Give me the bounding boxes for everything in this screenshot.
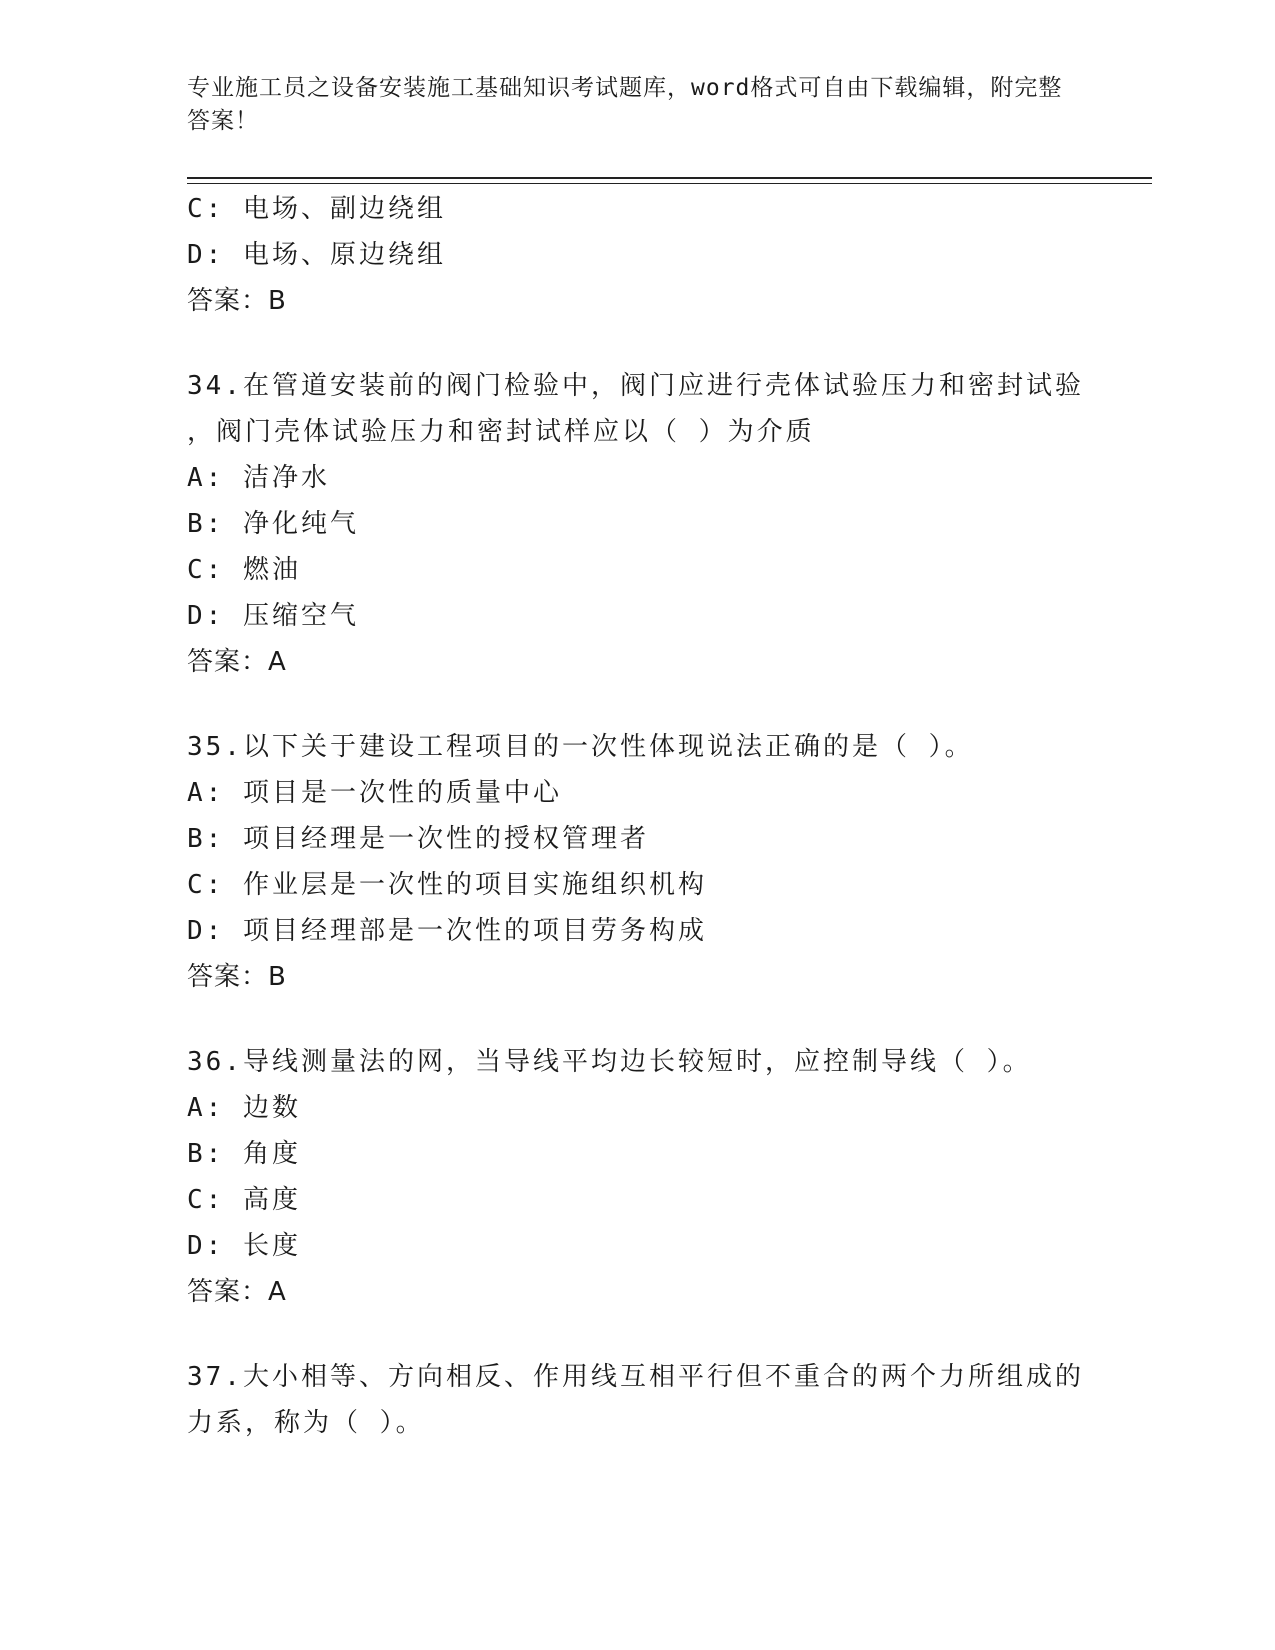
option-d: D: 长度 bbox=[187, 1231, 301, 1261]
question-stem: 34.在管道安装前的阀门检验中，阀门应进行壳体试验压力和密封试验 bbox=[187, 371, 1084, 401]
option-c: C: 作业层是一次性的项目实施组织机构 bbox=[187, 870, 707, 900]
option-a: A: 洁净水 bbox=[187, 463, 330, 493]
option-c: C: 燃油 bbox=[187, 555, 301, 585]
answer-line: 答案：A bbox=[187, 647, 287, 677]
question-37 bbox=[187, 1354, 1087, 1446]
option-a: A: 项目是一次性的质量中心 bbox=[187, 778, 562, 808]
option-c: C: 电场、副边绕组 bbox=[187, 194, 446, 224]
question-stem: 力系，称为（ ）。 bbox=[187, 1408, 425, 1438]
question-stem: 37.大小相等、方向相反、作用线互相平行但不重合的两个力所组成的 bbox=[187, 1362, 1084, 1392]
question-34 bbox=[187, 363, 1087, 685]
option-c: C: 高度 bbox=[187, 1185, 301, 1215]
answer-line: 答案：A bbox=[187, 1277, 287, 1307]
question-36 bbox=[187, 1039, 1087, 1315]
continued-question bbox=[187, 186, 1087, 324]
answer-line: 答案：B bbox=[187, 962, 287, 992]
answer-line: 答案：B bbox=[187, 286, 287, 316]
question-stem: ，阀门壳体试验压力和密封试样应以（ ）为介质 bbox=[187, 417, 815, 447]
option-b: B: 净化纯气 bbox=[187, 509, 359, 539]
question-content bbox=[187, 186, 1087, 1446]
option-b: B: 角度 bbox=[187, 1139, 301, 1169]
option-d: D: 电场、原边绕组 bbox=[187, 240, 446, 270]
header-divider-thin bbox=[187, 183, 1152, 184]
question-stem: 35.以下关于建设工程项目的一次性体现说法正确的是（ ）。 bbox=[187, 732, 974, 762]
option-d: D: 项目经理部是一次性的项目劳务构成 bbox=[187, 916, 707, 946]
document-header bbox=[187, 72, 1067, 138]
header-text: 专业施工员之设备安装施工基础知识考试题库，word格式可自由下载编辑，附完整答案！ bbox=[187, 75, 1063, 134]
question-35 bbox=[187, 724, 1087, 1000]
option-b: B: 项目经理是一次性的授权管理者 bbox=[187, 824, 649, 854]
header-divider-thick bbox=[187, 177, 1152, 179]
option-a: A: 边数 bbox=[187, 1093, 301, 1123]
question-stem: 36.导线测量法的网，当导线平均边长较短时，应控制导线（ ）。 bbox=[187, 1047, 1032, 1077]
option-d: D: 压缩空气 bbox=[187, 601, 359, 631]
